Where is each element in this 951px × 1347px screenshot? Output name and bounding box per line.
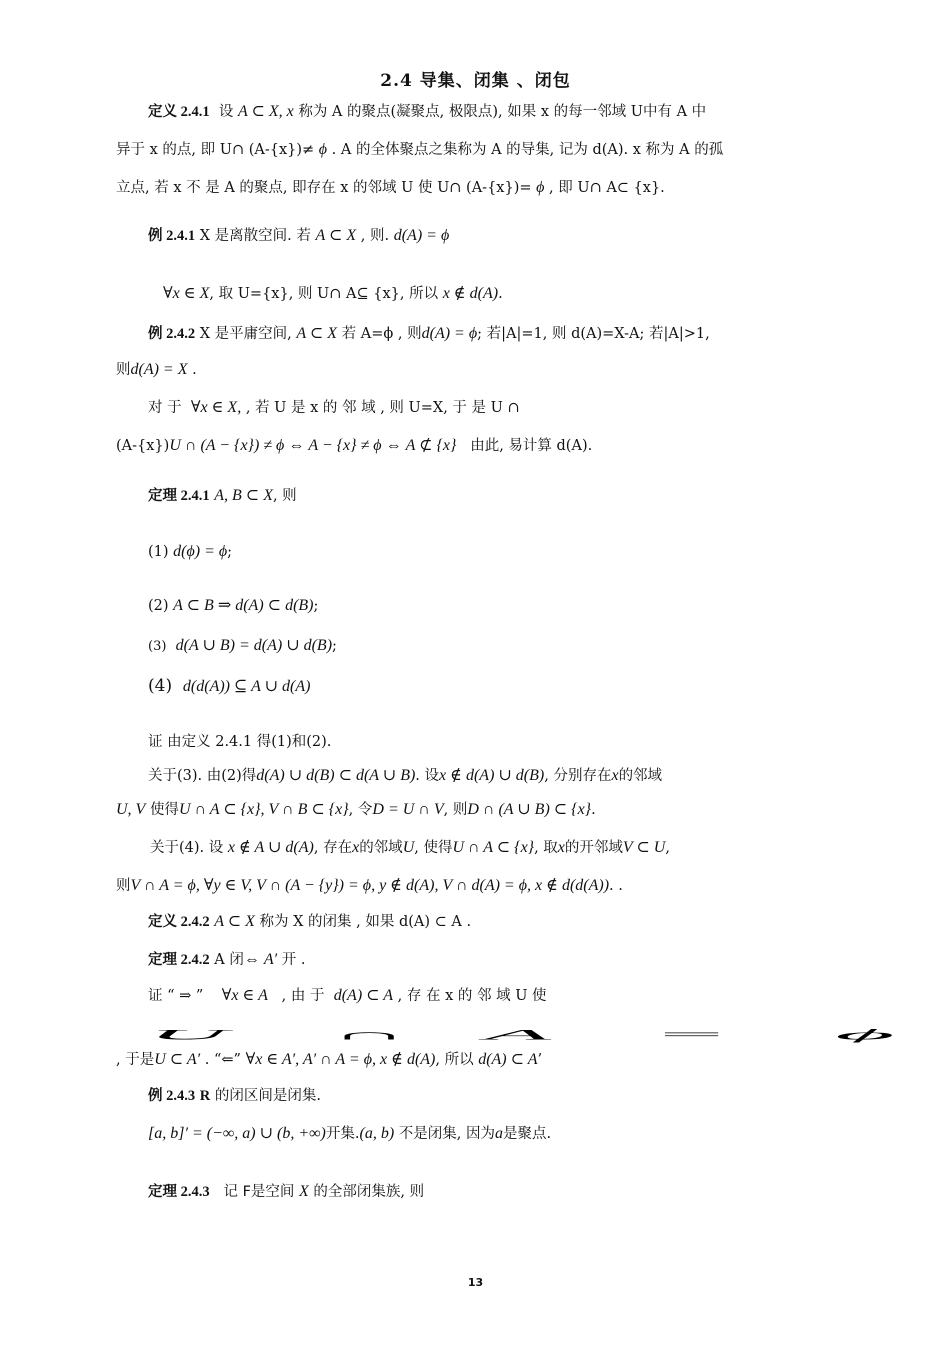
math: ∀x ∈ X <box>163 285 210 302</box>
thm-2-4-3 <box>148 1182 424 1202</box>
math: d(A) ∪ d(B) ⊂ d(A ∪ B) <box>256 767 416 784</box>
ex-2-4-1-line1 <box>148 226 449 246</box>
glyph-text: A <box>484 1026 552 1043</box>
math: A, B ⊂ X <box>214 487 273 504</box>
text: 的闭区间是闭集. <box>214 1088 321 1104</box>
math: X <box>299 1183 309 1200</box>
text: , 于是 <box>116 1052 155 1068</box>
text: , 若 U 是 x 的 邻 域 , 则 U=X, 于 是 U ∩ <box>245 400 520 416</box>
text: 记 <box>223 1184 238 1200</box>
text: 开 . <box>281 952 306 968</box>
text: ; <box>313 598 319 614</box>
math: d(A) ⊂ A <box>333 987 394 1004</box>
ex-2-4-2-line4 <box>116 436 592 456</box>
glyph-cap <box>329 1027 410 1043</box>
text: 的邻域 <box>618 768 663 784</box>
text: . A 的全体聚点之集称为 A 的导集, 记为 d(A). x 称为 A 的孤 <box>331 142 724 158</box>
thm-item-1 <box>148 542 232 562</box>
text: . “⇐” <box>204 1052 241 1068</box>
thm-2-4-1-heading <box>148 486 297 506</box>
text: 对 于 <box>148 400 182 416</box>
glyph-text: ϕ <box>835 1026 895 1043</box>
proof-2-4-1-line5 <box>116 876 623 896</box>
text: , 则. <box>360 228 390 244</box>
math: d(d(A)) ⊆ A ∪ d(A) <box>182 678 311 695</box>
math: x <box>352 839 360 856</box>
math: U, V <box>116 801 146 818</box>
def-2-4-1-line2 <box>116 140 723 160</box>
glyph-text: ∩ <box>329 1026 410 1043</box>
def-2-4-2 <box>148 912 471 932</box>
text: ; <box>332 638 337 654</box>
example-label: 例 2.4.2 <box>148 326 196 342</box>
text: , 则 <box>443 802 468 818</box>
text: . 设 <box>415 768 440 784</box>
item-number: (3) <box>148 639 167 654</box>
text: , <box>665 840 670 856</box>
text: 立点, 若 x 不 是 A 的聚点, 即存在 x 的邻域 U 使 U∩ (A-{x})= <box>116 180 532 196</box>
math: ϕ <box>318 141 328 158</box>
text: 称为 X 的闭集 , 如果 d(A) ⊂ A . <box>259 914 472 930</box>
math: V ⊂ U <box>622 839 666 856</box>
text: 证 “ ⇒ ” <box>148 988 204 1004</box>
math: d(A) = ϕ <box>421 325 478 342</box>
text: 则 <box>116 362 131 378</box>
thm-item-3 <box>148 636 337 657</box>
text: 则 <box>116 878 131 894</box>
example-label: 例 2.4.3 <box>148 1088 196 1104</box>
def-label: 定义 2.4.2 <box>148 914 210 930</box>
text: . <box>498 286 503 302</box>
math: x ∉ A ∪ d(A) <box>227 839 314 856</box>
text: 不是闭集, 因为 <box>398 1126 495 1142</box>
math: d(A) ⊂ A <box>478 1051 538 1068</box>
text: ; <box>227 544 233 560</box>
math: U <box>402 839 415 856</box>
proof-2-4-2-line1 <box>148 986 547 1006</box>
text: ; 若|A|=1, 则 d(A)=X-A; 若|A|>1, <box>477 326 710 342</box>
text: 关于(4). 设 <box>150 840 224 856</box>
text: 若 A=ϕ , 则 <box>341 326 422 342</box>
text: , 分别存在 <box>544 768 612 784</box>
text: , 则 <box>272 488 297 504</box>
text: 由此, 易计算 d(A). <box>470 438 593 454</box>
glyph-phi <box>835 1026 894 1042</box>
text: , 即 U∩ A⊂ {x}. <box>549 180 665 196</box>
ex-2-4-3-line1 <box>148 1086 321 1106</box>
glyph-A <box>477 1027 551 1043</box>
math: U ∩ A ⊂ {x} <box>452 839 535 856</box>
proof-2-4-1-line1: 证 由定义 2.4.1 得(1)和(2). <box>148 734 332 750</box>
item-number: (1) <box>148 544 169 560</box>
math: (a, b) <box>359 1125 395 1142</box>
glyph-text: U <box>148 1026 228 1043</box>
item-number: (2) <box>148 598 169 614</box>
theorem-label: 定理 2.4.2 <box>148 952 210 968</box>
proof-2-4-1-line3 <box>116 800 596 820</box>
math: A ⊂ X <box>315 227 357 244</box>
example-label: 例 2.4.1 <box>148 228 196 244</box>
math: ϕ <box>536 179 545 196</box>
ex-2-4-3-line2 <box>148 1124 551 1144</box>
text: 的开邻域 <box>564 840 623 856</box>
real-line-symbol: R <box>199 1088 211 1104</box>
text: 开集. <box>325 1126 360 1142</box>
item-number: (4) <box>148 676 173 696</box>
text: 的邻域 <box>359 840 403 856</box>
thm-2-4-2 <box>148 950 305 970</box>
text: , 存在 <box>313 840 353 856</box>
math: A ⊂ X, x <box>237 103 294 120</box>
math: x ∉ d(A) ∪ d(B) <box>439 767 545 784</box>
math: A ⊂ B ⇒ d(A) ⊂ d(B) <box>173 597 314 614</box>
text: . . <box>609 878 623 894</box>
text: X 是离散空间. 若 <box>199 228 311 244</box>
math: x ∉ d(A) <box>442 285 499 302</box>
ex-2-4-2-line1 <box>148 324 710 344</box>
math: d(ϕ) = ϕ <box>173 543 228 560</box>
math: d(A) = X <box>130 361 188 378</box>
def-2-4-1-line1 <box>148 102 706 122</box>
def-label: 定义 2.4.1 <box>148 104 210 120</box>
math: a <box>494 1125 503 1142</box>
section-title: 2.4 导集、闭集 、闭包 <box>380 71 571 91</box>
text: , 存 在 x 的 邻 域 U 使 <box>397 988 547 1004</box>
math: U ∩ A ⊂ {x}, V ∩ B ⊂ {x} <box>178 801 349 818</box>
text: X 是平庸空间, <box>199 326 292 342</box>
math: ∀x ∈ X, <box>190 399 242 416</box>
glyph-text: = <box>659 1026 724 1043</box>
thm-item-2 <box>148 596 318 616</box>
ex-2-4-2-line2 <box>116 360 197 380</box>
text: , 取 <box>534 840 558 856</box>
math: A ⊂ X <box>296 325 338 342</box>
thm-item-4 <box>148 676 310 697</box>
text: 是空间 <box>250 1184 295 1200</box>
text: A 闭 <box>214 952 244 968</box>
ex-2-4-1-line2 <box>163 284 503 304</box>
def-2-4-1-line3 <box>116 178 665 198</box>
text: (A-{x}) <box>116 438 170 454</box>
math: ⇔ A′ <box>243 951 278 968</box>
text: , 使得 <box>414 840 453 856</box>
glyph-U <box>148 1027 234 1043</box>
text: 的全部闭集族, 则 <box>313 1184 425 1200</box>
theorem-label: 定理 2.4.3 <box>148 1184 210 1200</box>
text: 使得 <box>149 802 179 818</box>
theorem-label: 定理 2.4.1 <box>148 488 210 504</box>
text: ’ <box>537 1052 543 1068</box>
text: , 所以 <box>435 1052 474 1068</box>
math: d(A ∪ B) = d(A) ∪ d(B) <box>175 637 333 654</box>
text: , 取 U={x}, 则 U∩ A⊆ {x}, 所以 <box>209 286 439 302</box>
math: A ⊂ X <box>214 913 255 930</box>
text: 称为 A 的聚点(凝聚点, 极限点), 如果 x 的每一邻域 U中有 A 中 <box>298 104 707 120</box>
text: . <box>591 802 596 818</box>
math: V ∩ A = ϕ, ∀y ∈ V, V ∩ (A − {y}) = ϕ, y ∉ d(A), V ∩ d(A) = ϕ, x ∉ d(d(A)) <box>130 877 610 894</box>
page-number: 13 <box>467 1276 484 1289</box>
text: , 由 于 <box>281 988 325 1004</box>
math: U ⊂ A′ <box>154 1051 201 1068</box>
math: D = U ∩ V <box>372 801 444 818</box>
math: x <box>611 767 619 784</box>
text: 是聚点. <box>502 1126 552 1142</box>
stretched-formula-glyphs <box>140 1014 920 1044</box>
math: d(A) = ϕ <box>393 227 450 244</box>
text: 关于(3). 由(2)得 <box>148 768 257 784</box>
math: ∀x ∈ A′, A′ ∩ A = ϕ, x ∉ d(A) <box>245 1051 436 1068</box>
math: [a, b]′ = (−∞, a) ∪ (b, +∞) <box>148 1125 326 1142</box>
proof-2-4-2-line2 <box>116 1050 542 1070</box>
proof-2-4-1-line2 <box>148 766 662 786</box>
math: ∀x ∈ A <box>221 987 268 1004</box>
math: U ∩ (A − {x}) ≠ ϕ ⇔ A − {x} ≠ ϕ ⇔ A ⊄ {x} <box>169 437 457 454</box>
text: . <box>192 362 197 378</box>
text: 设 <box>218 104 234 120</box>
script-f: F <box>242 1184 251 1200</box>
math: x <box>557 839 565 856</box>
proof-2-4-1-line4 <box>150 838 670 858</box>
glyph-equals <box>659 1026 724 1042</box>
text: , 令 <box>348 802 373 818</box>
text: 异于 x 的点, 即 U∩ (A-{x})≠ <box>116 142 315 158</box>
ex-2-4-2-line3 <box>148 398 520 418</box>
math: D ∩ (A ∪ B) ⊂ {x} <box>467 801 592 818</box>
